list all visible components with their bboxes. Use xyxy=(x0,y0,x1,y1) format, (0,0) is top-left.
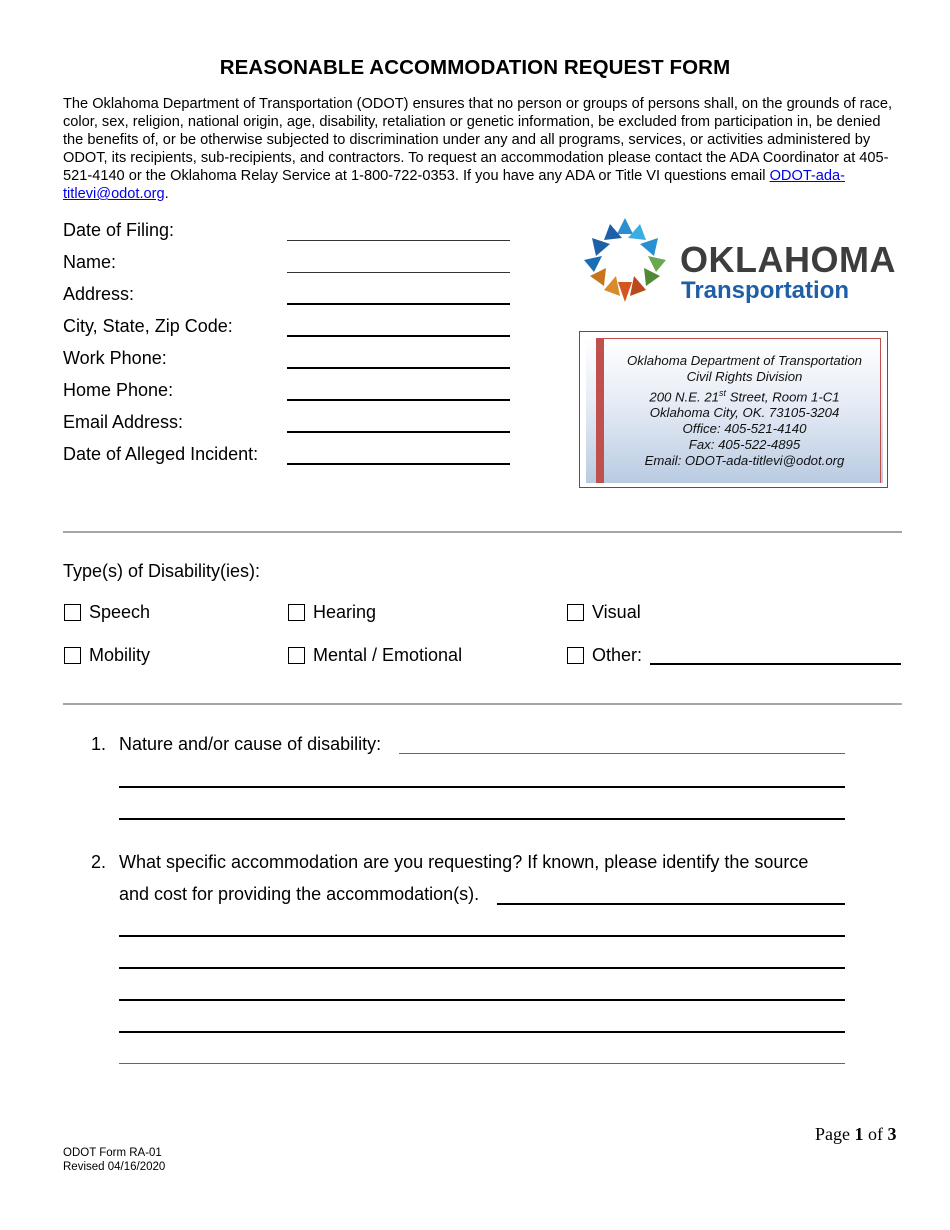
q2-number: 2. xyxy=(91,852,107,872)
label-home-phone: Home Phone: xyxy=(63,380,174,400)
checkbox-icon[interactable] xyxy=(64,604,81,621)
checkbox-mental-emotional[interactable]: Mental / Emotional xyxy=(288,645,462,666)
address-field[interactable] xyxy=(287,303,510,305)
other-field[interactable] xyxy=(650,663,901,665)
q2-answer-line[interactable] xyxy=(119,1031,845,1033)
q2-text-line1: What specific accommodation are you requesting? If known, please identify the source xyxy=(119,852,809,872)
contact-division: Civil Rights Division xyxy=(686,369,803,384)
label-name: Name: xyxy=(63,252,117,272)
checkbox-icon[interactable] xyxy=(288,604,305,621)
q1-number: 1. xyxy=(91,734,107,754)
date-of-incident-field[interactable] xyxy=(287,463,510,465)
intro-paragraph: The Oklahoma Department of Transportation (ODOT) ensures that no person or groups of persons shall, on the grounds of race, color, sex, religion, national origin, age, disability, retaliation or genetic information, be excluded from participation in, be denied the benefits of, or be otherwise subjected to discrimination under any and all programs, services, or activities administered by ODOT, its recipients, sub-recipients, and contractors. To request an accommodation please contact the ADA Coordinator at 405-521-4140 or the Oklahoma Relay Service at 1-800-722-0353. If you have any ADA or Title VI questions email ODOT-ada-titlevi@odot.org. xyxy=(63,96,893,202)
contact-office: Office: 405-521-4140 xyxy=(682,421,807,437)
label-city-state-zip: City, State, Zip Code: xyxy=(63,316,233,336)
q1-answer-line[interactable] xyxy=(119,786,845,788)
q1-text: Nature and/or cause of disability: xyxy=(119,734,382,754)
home-phone-field[interactable] xyxy=(287,399,510,401)
page-number: Page 1 of 3 xyxy=(815,1124,897,1144)
checkbox-icon[interactable] xyxy=(64,647,81,664)
q2-answer-line[interactable] xyxy=(119,935,845,937)
contact-city: Oklahoma City, OK. 73105-3204 xyxy=(649,405,840,421)
logo-oklahoma: OKLAHOMA xyxy=(680,239,896,280)
checkbox-visual[interactable]: Visual xyxy=(567,602,641,623)
label-work-phone: Work Phone: xyxy=(63,348,167,368)
label-date-of-filing: Date of Filing: xyxy=(63,220,175,240)
form-id: ODOT Form RA-01 xyxy=(63,1147,162,1159)
work-phone-field[interactable] xyxy=(287,367,510,369)
contact-org: Oklahoma Department of Transportation xyxy=(626,353,863,368)
label-address: Address: xyxy=(63,284,135,304)
revised-date: Revised 04/16/2020 xyxy=(63,1161,166,1173)
q1-answer-line[interactable] xyxy=(399,753,845,754)
q2-answer-line[interactable] xyxy=(497,903,845,905)
contact-fax: Fax: 405-522-4895 xyxy=(688,437,801,453)
city-state-zip-field[interactable] xyxy=(287,335,510,337)
q1-answer-line[interactable] xyxy=(119,818,845,820)
q2-answer-line[interactable] xyxy=(119,967,845,969)
odot-logo xyxy=(580,216,896,306)
contact-info-box xyxy=(579,331,888,488)
checkbox-icon[interactable] xyxy=(567,604,584,621)
accent-bar xyxy=(596,338,604,483)
checkbox-icon[interactable] xyxy=(288,647,305,664)
q2-answer-line[interactable] xyxy=(119,1063,845,1064)
contact-street: 200 N.E. 21st Street, Room 1-C1 xyxy=(649,388,840,405)
q2-text-line2: and cost for providing the accommodation(s). xyxy=(119,884,480,904)
contact-email: Email: ODOT-ada-titlevi@odot.org xyxy=(644,453,845,469)
checkbox-hearing[interactable]: Hearing xyxy=(288,602,376,623)
logo-transportation: Transportation xyxy=(681,277,850,304)
checkbox-icon[interactable] xyxy=(567,647,584,664)
label-email-address: Email Address: xyxy=(63,412,184,432)
form-footer xyxy=(63,1146,165,1174)
checkbox-other[interactable]: Other: xyxy=(567,645,642,666)
checkbox-speech[interactable]: Speech xyxy=(64,602,150,623)
section-divider xyxy=(63,531,902,533)
intro-text: The Oklahoma Department of Transportation (ODOT) ensures that no person or groups of persons shall, on the grounds of race, color, sex, religion, national origin, age, disability, retaliation or genetic information, be excluded from participation in, be denied the benefits of, or be otherwise subjected to discrimination under any and all programs, services, or activities administered by ODOT, its recipients, sub-recipients, and contractors. To request an accommodation please contact the ADA Coordinator at 405-521-4140 or the Oklahoma Relay Service at 1-800-722-0353. If you have any ADA or Title VI questions email xyxy=(63,96,893,184)
page-title: REASONABLE ACCOMMODATION REQUEST FORM xyxy=(219,56,731,79)
disability-heading: Type(s) of Disability(ies): xyxy=(63,561,261,581)
email-link[interactable]: ODOT-ada-titlevi@odot.org xyxy=(63,168,845,202)
name-field[interactable] xyxy=(287,272,510,273)
date-of-filing-field[interactable] xyxy=(287,240,510,241)
star-logo-icon xyxy=(580,216,670,306)
label-date-of-incident: Date of Alleged Incident: xyxy=(63,444,259,464)
email-address-field[interactable] xyxy=(287,431,510,433)
q2-answer-line[interactable] xyxy=(119,999,845,1001)
section-divider xyxy=(63,703,902,705)
checkbox-mobility[interactable]: Mobility xyxy=(64,645,150,666)
